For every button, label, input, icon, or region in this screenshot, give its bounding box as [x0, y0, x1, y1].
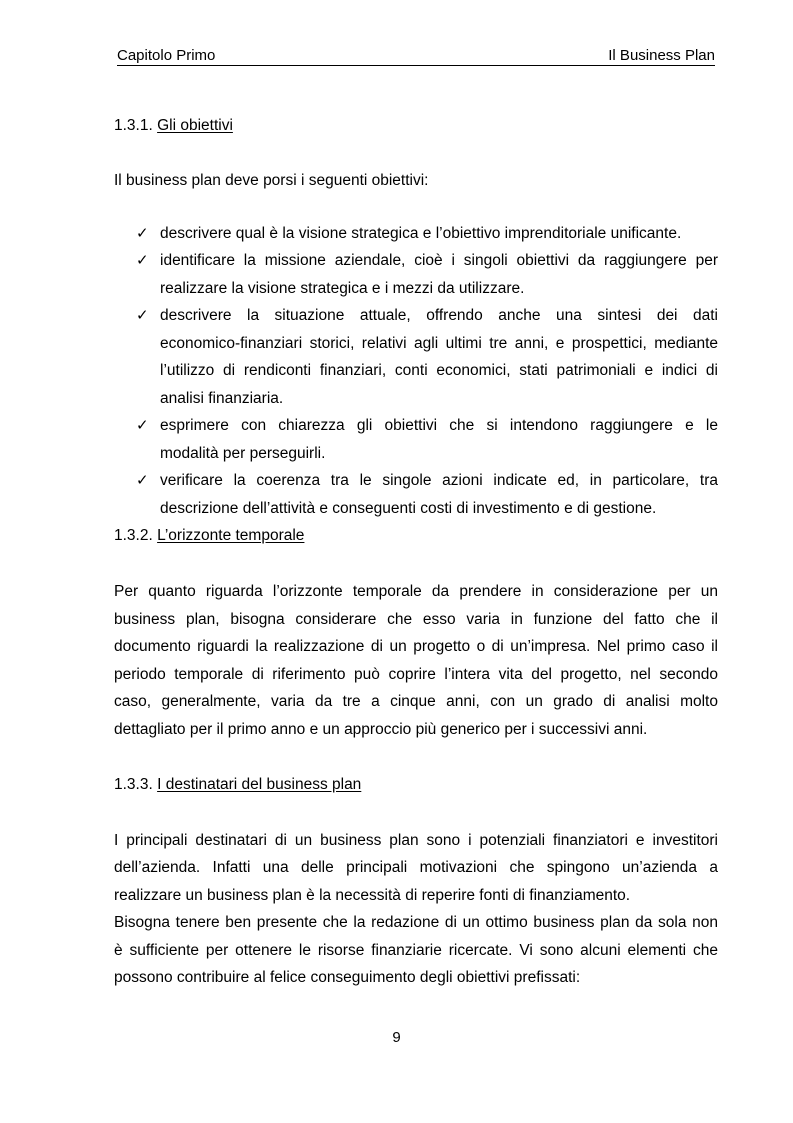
paragraph-line: è sufficiente per ottenere le risorse finanziarie ricercate. Vi sono alcuni elementi che: [114, 942, 718, 959]
section-number: 1.3.1.: [114, 117, 153, 134]
page-number: 9: [392, 1029, 401, 1046]
bullet-line: analisi finanziaria.: [160, 390, 284, 407]
section-title: L’orizzonte temporale: [157, 527, 305, 544]
checkmark-icon: ✓: [136, 252, 149, 269]
paragraph-line: caso, generalmente, varia da tre a cinque anni, con un grado di analisi molto: [114, 693, 718, 710]
paragraph-line: Per quanto riguarda l’orizzonte temporale da prendere in considerazione per un: [114, 583, 718, 600]
paragraph-line: dell’azienda. Infatti una delle principali motivazioni che spingono un’azienda a: [114, 859, 718, 876]
paragraph-line: periodo temporale di riferimento può coprire l’intera vita del progetto, nel secondo: [114, 666, 718, 683]
header-chapter: Capitolo Primo: [117, 47, 216, 64]
bullet-line: l’utilizzo di rendiconti finanziari, conti economici, stati patrimoniali e indici di: [160, 362, 718, 379]
section-intro: Il business plan deve porsi i seguenti obiettivi:: [114, 172, 429, 189]
paragraph-line: dettagliato per il primo anno e un approccio più generico per i successivi anni.: [114, 721, 648, 738]
section-heading-3: [114, 775, 718, 795]
bullet-line: esprimere con chiarezza gli obiettivi che si intendono raggiungere e le: [160, 417, 718, 434]
checkmark-icon: ✓: [136, 307, 149, 324]
paragraph-line: possono contribuire al felice conseguimento degli obiettivi prefissati:: [114, 969, 581, 986]
section-heading-1: [114, 116, 718, 136]
bullet-line: descrivere la situazione attuale, offrendo anche una sintesi dei dati: [160, 307, 718, 324]
bullet-line: modalità per perseguirli.: [160, 445, 326, 462]
checkmark-icon: ✓: [136, 472, 149, 489]
checkmark-icon: ✓: [136, 417, 149, 434]
bullet-line: realizzare la visione strategica e i mezzi da utilizzare.: [160, 280, 525, 297]
checkmark-icon: ✓: [136, 225, 149, 242]
section-number: 1.3.3.: [114, 776, 153, 793]
header-title: Il Business Plan: [608, 47, 715, 64]
paragraph-line: Bisogna tenere ben presente che la redazione di un ottimo business plan da sola non: [114, 914, 718, 931]
paragraph-line: realizzare un business plan è la necessità di reperire fonti di finanziamento.: [114, 887, 631, 904]
section-number: 1.3.2.: [114, 527, 153, 544]
bullet-line: descrizione dell’attività e conseguenti costi di investimento e di gestione.: [160, 500, 657, 517]
bullet-line: descrivere qual è la visione strategica e l’obiettivo imprenditoriale unificante.: [160, 225, 682, 242]
paragraph-line: I principali destinatari di un business plan sono i potenziali finanziatori e investitori: [114, 832, 718, 849]
bullet-line: identificare la missione aziendale, cioè i singoli obiettivi da raggiungere per: [160, 252, 718, 269]
paragraph-line: documento riguardi la realizzazione di un progetto o di un’impresa. Nel primo caso il: [114, 638, 718, 655]
section-title: I destinatari del business plan: [157, 776, 362, 793]
running-header: [117, 47, 715, 66]
bullet-line: economico-finanziari storici, relativi agli ultimi tre anni, e prospettici, mediante: [160, 335, 718, 352]
section-title: Gli obiettivi: [157, 117, 233, 134]
section-heading-2: [114, 526, 718, 546]
bullet-line: verificare la coerenza tra le singole azioni indicate ed, in particolare, tra: [160, 472, 718, 489]
paragraph-line: business plan, bisogna considerare che esso varia in funzione del fatto che il: [114, 611, 718, 628]
